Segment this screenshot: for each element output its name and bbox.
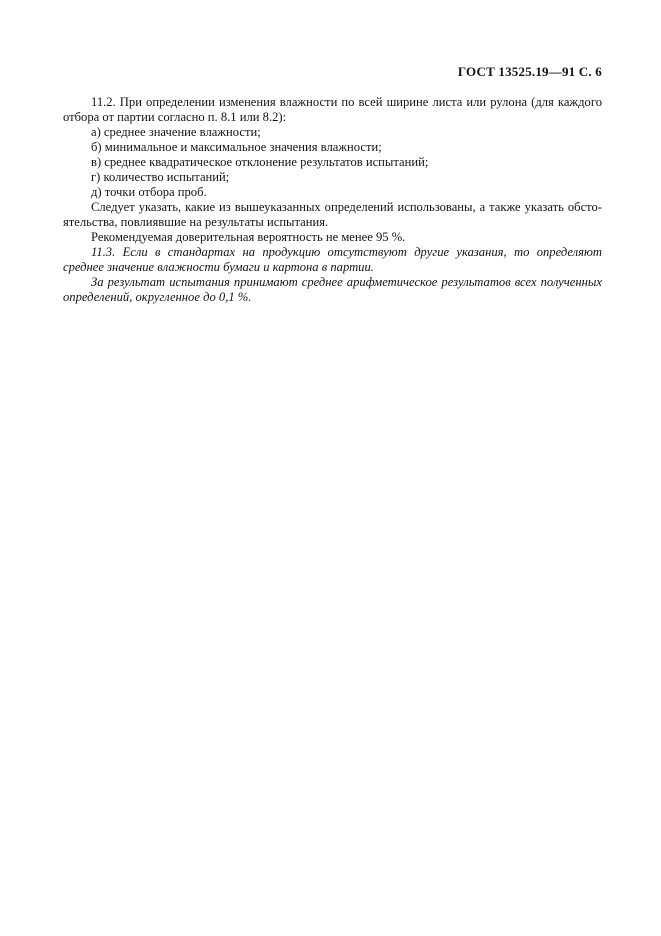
page-header-gost-number: ГОСТ 13525.19—91 С. 6 [457, 64, 602, 79]
list-item-d: д) точки отбора проб. [91, 185, 207, 199]
paragraph-result-averaging: За результат испытания принимают среднее арифметическое результатов всех полученных определений, округленное до 0,1 %. [63, 275, 602, 304]
list-item-g: г) количество испытаний; [91, 170, 230, 184]
paragraph-note-circumstances: Следует указать, какие из вышеуказанных определений использованы, а также указать обстоятельства, повлиявшие на результаты испытания. [63, 200, 602, 229]
list-item-b: б) минимальное и максимальное значения влажности; [91, 140, 382, 154]
paragraph-11-3: 11.3. Если в стандартах на продукцию отсутствуют другие указания, то определяют среднее значение влажности бумаги и картона в партии. [63, 245, 602, 274]
list-item-v: в) среднее квадратическое отклонение результатов испытаний; [91, 155, 429, 169]
paragraph-11-2-intro: 11.2. При определении изменения влажности по всей ширине листа или рулона (для каждого отбора от партии согласно п. 8.1 или 8.2): [63, 95, 602, 124]
paragraph-confidence-probability: Рекомендуемая доверительная вероятность не менее 95 %. [91, 230, 406, 244]
text-block [63, 64, 602, 305]
list-item-a: а) среднее значение влажности; [91, 125, 261, 139]
